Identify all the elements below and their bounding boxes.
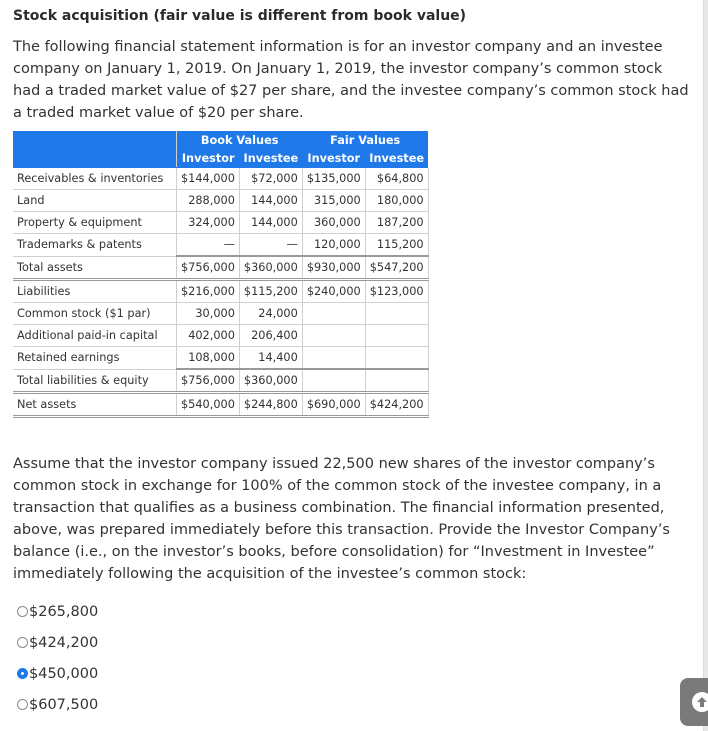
cell-value: $540,000 xyxy=(177,393,240,417)
row-label: Net assets xyxy=(13,393,177,417)
scroll-to-top-button[interactable] xyxy=(680,678,708,726)
row-label: Liabilities xyxy=(13,280,177,303)
table-row xyxy=(13,347,428,370)
problem-intro: The following financial statement information is for an investor company and an investee company on January 1, 2019. On January 1, 2019, the investor company’s common stock had a traded market value of $27 per share, and the investee company’s common stock had a traded market value of $20 per share. xyxy=(13,39,689,121)
table-corner xyxy=(13,131,177,149)
page-right-edge xyxy=(703,0,708,731)
cell-value: $216,000 xyxy=(177,280,240,303)
table-row xyxy=(13,212,428,234)
cell-value: $360,000 xyxy=(239,369,302,393)
cell-value: 24,000 xyxy=(239,303,302,325)
row-label: Property & equipment xyxy=(13,212,177,234)
cell-value: 187,200 xyxy=(365,212,428,234)
row-label: Receivables & inventories xyxy=(13,168,177,190)
cell-value: $756,000 xyxy=(177,256,240,280)
cell-value: 324,000 xyxy=(177,212,240,234)
cell-value: 108,000 xyxy=(177,347,240,370)
table-row xyxy=(13,256,428,280)
answer-options xyxy=(17,596,98,720)
cell-value: 180,000 xyxy=(365,190,428,212)
column-header: Investee xyxy=(365,149,428,168)
cell-value xyxy=(365,347,428,370)
cell-value: $930,000 xyxy=(302,256,365,280)
answer-option[interactable] xyxy=(17,596,98,627)
table-row xyxy=(13,168,428,190)
cell-value xyxy=(302,347,365,370)
cell-value: 315,000 xyxy=(302,190,365,212)
table-corner-2 xyxy=(13,149,177,168)
table-column-header-row xyxy=(13,149,428,168)
arrow-up-icon xyxy=(692,692,708,712)
radio-button[interactable] xyxy=(17,637,28,648)
group-header-book-values: Book Values xyxy=(177,131,303,149)
column-header: Investee xyxy=(239,149,302,168)
cell-value: $690,000 xyxy=(302,393,365,417)
cell-value: $64,800 xyxy=(365,168,428,190)
row-label: Total assets xyxy=(13,256,177,280)
cell-value: — xyxy=(239,234,302,257)
cell-value: $244,800 xyxy=(239,393,302,417)
answer-option[interactable] xyxy=(17,627,98,658)
option-label: $265,800 xyxy=(29,603,99,620)
cell-value: $115,200 xyxy=(239,280,302,303)
table-row xyxy=(13,369,428,393)
cell-value: $547,200 xyxy=(365,256,428,280)
cell-value xyxy=(365,303,428,325)
column-header: Investor xyxy=(302,149,365,168)
row-label: Total liabilities & equity xyxy=(13,369,177,393)
answer-option[interactable] xyxy=(17,689,98,720)
cell-value: 206,400 xyxy=(239,325,302,347)
cell-value xyxy=(365,325,428,347)
radio-button[interactable] xyxy=(17,606,28,617)
cell-value: $360,000 xyxy=(239,256,302,280)
cell-value: $424,200 xyxy=(365,393,428,417)
radio-button[interactable] xyxy=(17,699,28,710)
option-label: $424,200 xyxy=(29,634,99,651)
option-label: $607,500 xyxy=(29,696,99,713)
cell-value: 120,000 xyxy=(302,234,365,257)
cell-value: 288,000 xyxy=(177,190,240,212)
cell-value xyxy=(302,303,365,325)
radio-button[interactable] xyxy=(17,668,28,679)
cell-value: 14,400 xyxy=(239,347,302,370)
cell-value: 30,000 xyxy=(177,303,240,325)
table-row xyxy=(13,303,428,325)
row-label: Additional paid-in capital xyxy=(13,325,177,347)
row-label: Land xyxy=(13,190,177,212)
cell-value: 144,000 xyxy=(239,212,302,234)
table-row xyxy=(13,325,428,347)
table-row xyxy=(13,234,428,257)
problem-title: Stock acquisition (fair value is different from book value) xyxy=(13,8,467,24)
group-header-fair-values: Fair Values xyxy=(302,131,428,149)
cell-value: 144,000 xyxy=(239,190,302,212)
question-text: Assume that the investor company issued 22,500 new shares of the investor company’s common stock in exchange for 100% of the common stock of the investee company, in a transaction that qualifies as a business combination. The financial information presented, above, was prepared immediately before this transaction. Provide the Investor Company’s balance (i.e., on the investor’s books, before consolidation) for “Investment in Investee” immediately following the acquisition of the investee’s common stock: xyxy=(13,456,670,582)
table-row xyxy=(13,280,428,303)
row-label: Trademarks & patents xyxy=(13,234,177,257)
option-label: $450,000 xyxy=(29,665,99,682)
cell-value: 115,200 xyxy=(365,234,428,257)
cell-value: 360,000 xyxy=(302,212,365,234)
cell-value: $72,000 xyxy=(239,168,302,190)
table-row xyxy=(13,393,428,417)
cell-value xyxy=(302,325,365,347)
cell-value xyxy=(302,369,365,393)
table-row xyxy=(13,190,428,212)
cell-value xyxy=(365,369,428,393)
cell-value: $135,000 xyxy=(302,168,365,190)
cell-value: $756,000 xyxy=(177,369,240,393)
cell-value: $123,000 xyxy=(365,280,428,303)
table-group-header-row xyxy=(13,131,428,149)
cell-value: $240,000 xyxy=(302,280,365,303)
cell-value: 402,000 xyxy=(177,325,240,347)
answer-option[interactable] xyxy=(17,658,98,689)
cell-value: $144,000 xyxy=(177,168,240,190)
row-label: Common stock ($1 par) xyxy=(13,303,177,325)
financial-table xyxy=(13,131,429,418)
row-label: Retained earnings xyxy=(13,347,177,370)
column-header: Investor xyxy=(177,149,240,168)
cell-value: — xyxy=(177,234,240,257)
